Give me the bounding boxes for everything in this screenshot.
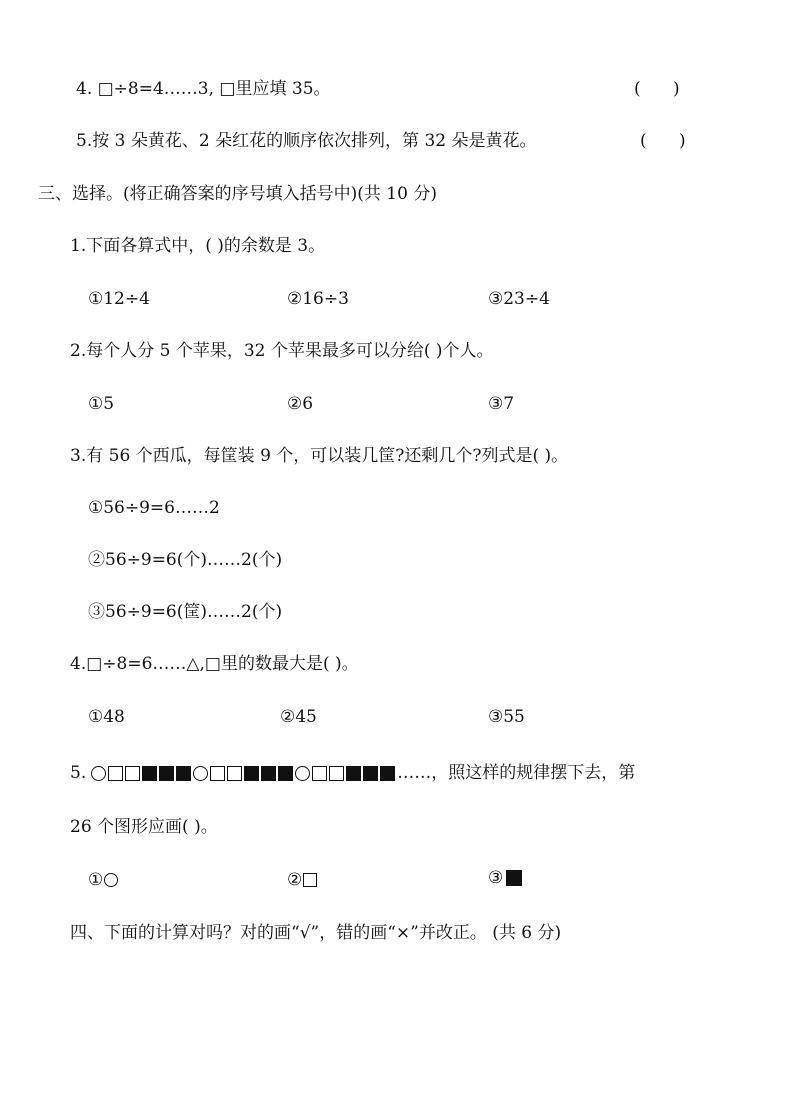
choice-q5-option-3[interactable] bbox=[488, 867, 523, 889]
choice-q3-stem: 3.有 56 个西瓜，每筐装 9 个，可以装几筐?还剩几个?列式是( )。 bbox=[70, 446, 569, 466]
option-3-label: ③ bbox=[488, 868, 504, 888]
open-square-shape bbox=[125, 766, 140, 781]
option-1-label: ① bbox=[88, 870, 104, 890]
open-square-shape bbox=[108, 766, 123, 781]
judge-q5: 5.按 3 朵黄花、2 朵红花的顺序依次排列，第 32 朵是黄花。 bbox=[76, 131, 537, 151]
filled-square-shape bbox=[142, 766, 157, 781]
choice-q1-stem: 1.下面各算式中，( )的余数是 3。 bbox=[70, 236, 326, 256]
choice-q2-stem: 2.每个人分 5 个苹果，32 个苹果最多可以分给( )个人。 bbox=[70, 341, 494, 361]
choice-q5-option-1[interactable] bbox=[88, 869, 119, 891]
choice-q2-option-2[interactable]: ②6 bbox=[287, 394, 314, 414]
choice-q4-option-3[interactable]: ③55 bbox=[488, 707, 525, 727]
choice-q4-option-1[interactable]: ①48 bbox=[88, 707, 125, 727]
choice-q5-number: 5. bbox=[70, 763, 87, 783]
choice-q5-stem-line2: 26 个图形应画( )。 bbox=[70, 817, 218, 837]
answer-paren-q4[interactable]: ( ) bbox=[634, 79, 680, 99]
choice-q2-option-1[interactable]: ①5 bbox=[88, 394, 115, 414]
open-square-shape bbox=[312, 766, 327, 781]
section-4-heading: 四、下面的计算对吗？对的画“√”，错的画“×”并改正。 (共 6 分) bbox=[70, 923, 562, 943]
answer-paren-q5[interactable]: ( ) bbox=[640, 131, 686, 151]
filled-square-shape bbox=[346, 766, 361, 781]
circle-shape bbox=[104, 873, 118, 887]
choice-q1-option-1[interactable]: ①12÷4 bbox=[88, 289, 150, 309]
choice-q5-pattern-tail: ……，照这样的规律摆下去，第 bbox=[397, 763, 636, 783]
filled-square-shape bbox=[363, 766, 378, 781]
choice-q3-option-2[interactable]: ②56÷9=6(个)……2(个) bbox=[88, 550, 283, 570]
open-square-shape bbox=[329, 766, 344, 781]
choice-q5-option-2[interactable] bbox=[287, 869, 318, 891]
option-2-label: ② bbox=[287, 870, 303, 890]
choice-q2-option-3[interactable]: ③7 bbox=[488, 394, 515, 414]
filled-square-shape bbox=[278, 766, 293, 781]
filled-square-shape bbox=[159, 766, 174, 781]
open-square-shape bbox=[210, 766, 225, 781]
open-square-shape bbox=[227, 766, 242, 781]
choice-q4-stem: 4.□÷8=6……△,□里的数最大是( )。 bbox=[70, 654, 359, 674]
choice-q3-option-1[interactable]: ①56÷9=6……2 bbox=[88, 498, 220, 518]
filled-square-shape bbox=[506, 870, 522, 886]
circle-shape bbox=[193, 766, 208, 781]
filled-square-shape bbox=[380, 766, 395, 781]
open-square-shape bbox=[303, 873, 317, 887]
judge-q4: 4. □÷8=4……3, □里应填 35。 bbox=[76, 79, 331, 99]
circle-shape bbox=[295, 766, 310, 781]
section-3-heading: 三、选择。(将正确答案的序号填入括号中)(共 10 分) bbox=[38, 184, 437, 204]
filled-square-shape bbox=[176, 766, 191, 781]
filled-square-shape bbox=[261, 766, 276, 781]
choice-q4-option-2[interactable]: ②45 bbox=[280, 707, 317, 727]
circle-shape bbox=[91, 766, 106, 781]
choice-q1-option-3[interactable]: ③23÷4 bbox=[488, 289, 550, 309]
choice-q3-option-3[interactable]: ③56÷9=6(筐)……2(个) bbox=[88, 602, 283, 622]
choice-q1-option-2[interactable]: ②16÷3 bbox=[287, 289, 349, 309]
choice-q5-pattern-line bbox=[70, 762, 635, 784]
filled-square-shape bbox=[244, 766, 259, 781]
